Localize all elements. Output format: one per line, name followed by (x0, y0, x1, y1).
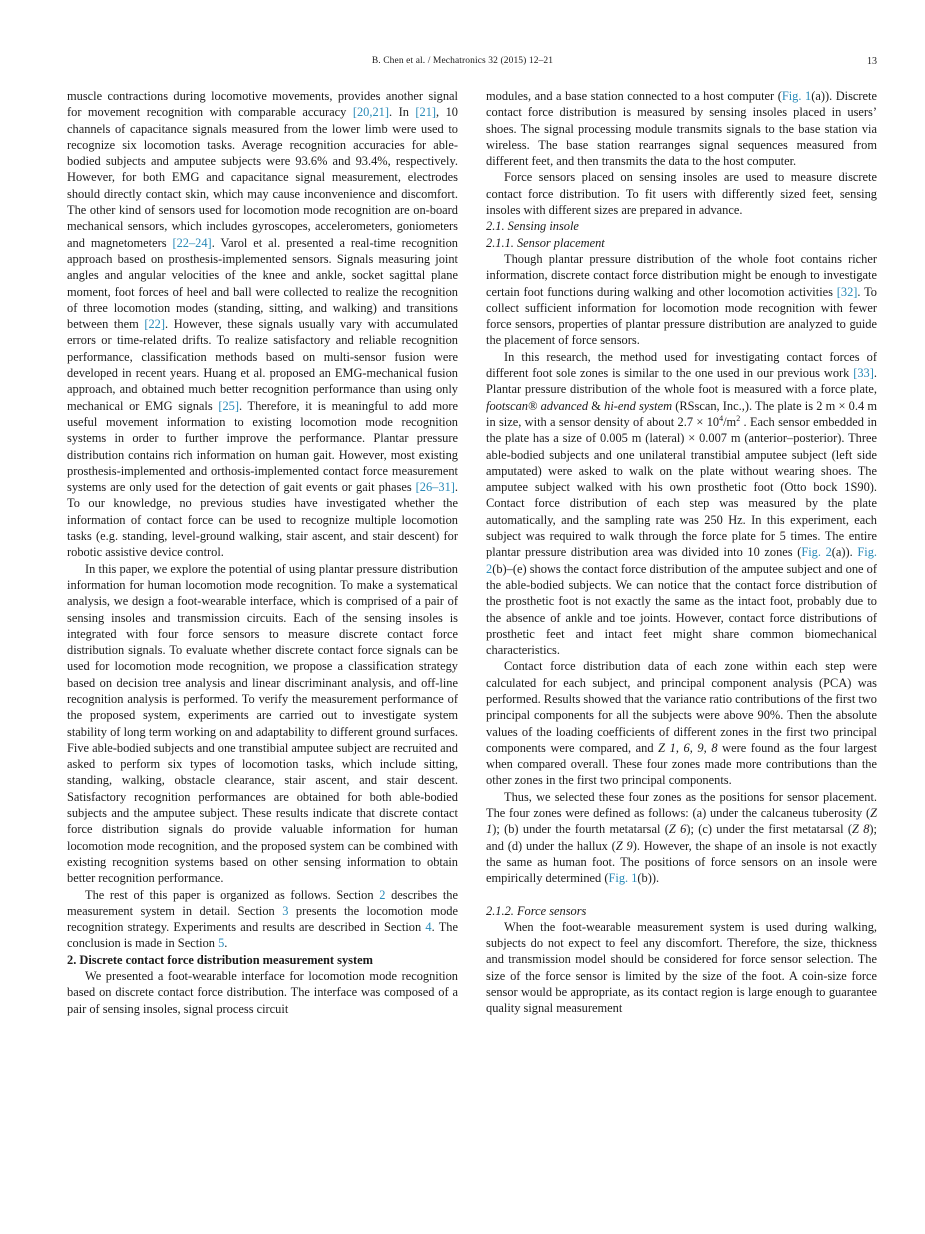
left-column (67, 88, 458, 1017)
subsubsection-heading-1: 2.1.1. Sensor placement (486, 235, 605, 250)
page-number: 13 (867, 56, 877, 67)
subsection-heading: 2.1. Sensing insole (486, 219, 579, 234)
right-paragraph-3: Though plantar pressure distribution of the whole foot contains richer information, discrete contact force distribution might be enough to investigate certain foot functions during walking and other locomotion activities [32]. To collect sufficient information for locomotion mode recognition with fewer force sensors, properties of plantar pressure distribution are analyzed to guide the placement of force sensors. (486, 251, 877, 348)
section-link[interactable]: 4 (425, 920, 432, 935)
left-paragraph-4: We presented a foot-wearable interface for locomotion mode recognition based on discrete contact force distribution. The interface was composed of a pair of sensing insoles, signal process circuit (67, 969, 458, 1016)
citation-link[interactable]: [33] (853, 366, 874, 381)
citation-link[interactable]: [32] (836, 284, 858, 299)
subsubsection-heading-2: 2.1.2. Force sensors (486, 903, 587, 918)
figure-link[interactable]: Fig. 2 (801, 545, 832, 560)
citation-link[interactable]: [26–31] (415, 480, 455, 495)
right-paragraph-7: When the foot-wearable measurement system is used during walking, subjects do not expect to feel any discomfort. Therefore, the size, thickness and transmission model should be considered for force sensor selection. The size of the force sensor is limited by the size of the foot. A coin-size force sensor would be appropriate, as its contact region is large enough to guarantee quality signal measurement (486, 919, 877, 1016)
left-paragraph-3: The rest of this paper is organized as follows. Section 2 describes the measurement system in detail. Section 3 presents the locomotion mode recognition strategy. Experiments and results are described in Section 4. The conclusion is made in Section 5. (67, 887, 458, 951)
right-column (486, 88, 877, 1017)
section-link[interactable]: 3 (282, 903, 289, 918)
left-paragraph-1: muscle contractions during locomotive movements, provides another signal for movement recognition with comparable accuracy [20,21]. In [21], 10 channels of capacitance signals measured from the lower limb were used to recognize six locomotion tasks. Average recognition accuracies for able-bodied subjects and amputee subjects were 93.6% and 93.4%, respectively. However, for both EMG and capacitance signal measurement, electrodes should directly contact skin, which may cause inconvenience and discomfort. The other kind of sensors used for locomotion mode recognition are on-board mechanical sensors, which includes gyroscopes, accelerometers, goniometers and magnetometers [22–24]. Varol et al. presented a real-time recognition approach based on prosthesis-implemented sensors. Signals measuring joint angles and angular velocities of the knee and ankle, socket sagittal plane moment, foot forces of heel and ball were collected to realize the recognition of three locomotion modes (standing, sitting, and walking) and transitions between them [22]. However, these signals usually vary with accumulated errors or time-related drifts. To realize satisfactory and reliable recognition performance, classification methods based on multi-sensor fusion were developed in recent years. Huang et al. proposed an EMG-mechanical fusion approach, and obtained much better recognition performance than using only mechanical or EMG signals [25]. Therefore, it is meaningful to add more useful movement information to existing locomotion mode recognition systems in order to further improve the performance. Plantar pressure distribution contains rich information on human gait. However, most existing prosthesis-implemented and orthosis-implemented contact force measurement systems are only used for the detection of gait events or gait phases [26–31]. To our knowledge, no previous studies have investigated whether the information of contact force can be used to recognize multiple locomotion tasks (e.g. standing, level-ground walking, stair ascent, and stair descent) for robotic assistive device control. (67, 89, 459, 560)
right-paragraph-6: Thus, we selected these four zones as the positions for sensor placement. The four zones were defined as follows: (a) under the calcaneus tuberosity (Z 1); (b) under the fourth metatarsal (Z 6); (c) under the first metatarsal (Z 8); and (d) under the hallux (Z 9). However, the shape of an insole is not exactly the same as human foot. The positions of force sensors on an insole were empirically determined (Fig. 1(b)). (486, 789, 878, 886)
citation-link[interactable]: [20,21] (352, 105, 389, 120)
citation-link[interactable]: [25] (218, 398, 239, 413)
left-paragraph-2: In this paper, we explore the potential of using plantar pressure distribution information for human locomotion mode recognition. To make a systematical analysis, we design a foot-wearable interface, which is comprised of a pair of sensing insoles and transmission circuits. Each of the sensing insoles is integrated with four force sensors to measure discrete contact force distribution signals. To evaluate whether discrete contact force signals can be used for locomotion mode recognition, we propose a classification strategy based on decision tree analysis and linear discriminant analysis, and off-line recognition analysis is performed. To verify the measurement performance of the proposed system, experiments are carried out to investigate system stability of long term working on and adaptability to different ground surfaces. Five able-bodied subjects and one transtibial amputee subject are recruited and asked to perform six types of locomotion tasks, which include sitting, standing, walking, obstacle clearance, stair ascent, and stair descent. Satisfactory recognition performances are obtained for both able-bodied subjects and the amputee subject. These results indicate that discrete contact force distribution signals do provide valuable information for human locomotion mode recognition, and the proposed system can be combined with existing recognition systems based on other sensing information to obtain better recognition performance. (67, 561, 458, 886)
citation-link[interactable]: [21] (415, 105, 437, 120)
right-paragraph-1: modules, and a base station connected to a host computer (Fig. 1(a)). Discrete contact force distribution is measured by sensing insoles placed in users’ shoes. The signal processing module transmits signals to the base station via wireless. The base station rearranges signal sequences measured from different feet, and then transmits the data to the host computer. (486, 89, 877, 169)
citation-link[interactable]: [22–24] (172, 235, 212, 250)
figure-link[interactable]: Fig. 1 (781, 89, 812, 103)
figure-link[interactable]: Fig. 1 (608, 871, 638, 886)
section-link[interactable]: 2 (379, 887, 386, 902)
right-paragraph-4: In this research, the method used for investigating contact forces of different foot sole zones is similar to the one used in our previous work [33]. Plantar pressure distribution of the whole foot is measured with a force plate, footscan® advanced & hi-end system (RSscan, Inc.,). The plate is 2 m × 0.4 m in size, with a sensor density of about $2.7 \times 10^4/m^2$ . Each sensor embedded in the plate has a size of 0.005 m (lateral) × 0.007 m (anterior–posterior). Three able-bodied subjects and one unilateral transtibial amputee subject (left side amputated) were asked to walk on the plate without wearing shoes. The amputee subject walked with his own prosthetic foot (Otto bock 1S90). Contact force distribution of each step was measured by the plate automatically, and the sampling rate was 250 Hz. In this experiment, each subject was required to walk through the force plate for 5 times. The entire plantar pressure distribution area was divided into 10 zones (Fig. 2(a)). Fig. 2(b)–(e) shows the contact force distribution of the amputee subject and one of the able-bodied subjects. We can notice that the contact force distribution of the prosthetic foot is not exactly the same as the intact foot, probably due to the absence of ankle and toe joints. However, contact force distributions of prosthetic feet and intact feet might share common biomechanical characteristics. (486, 349, 878, 658)
right-paragraph-5: Contact force distribution data of each zone within each step were calculated for each subject, and principal component analysis (PCA) was performed. Results showed that the variance ratio contributions of the first two principal components for all the subjects were above 90%. Then the absolute values of the loading coefficients of different zones in the first two principal components were compared, and Z 1, 6, 9, 8 were found as the four largest when compared overall. These four zones made more contributions than the other zones in the first two principal components. (486, 659, 877, 788)
section-heading: 2. Discrete contact force distribution measurement system (67, 952, 373, 967)
running-head: B. Chen et al. / Mechatronics 32 (2015) 12–21 (371, 56, 554, 66)
right-paragraph-2: Force sensors placed on sensing insoles are used to measure discrete contact force distribution. To fit users with differently sized feet, sensing insoles with different sizes are prepared in advance. (486, 170, 877, 218)
figure-link[interactable]: Fig. 2 (486, 545, 878, 576)
section-link[interactable]: 5 (218, 936, 225, 951)
citation-link[interactable]: [22] (144, 317, 166, 332)
